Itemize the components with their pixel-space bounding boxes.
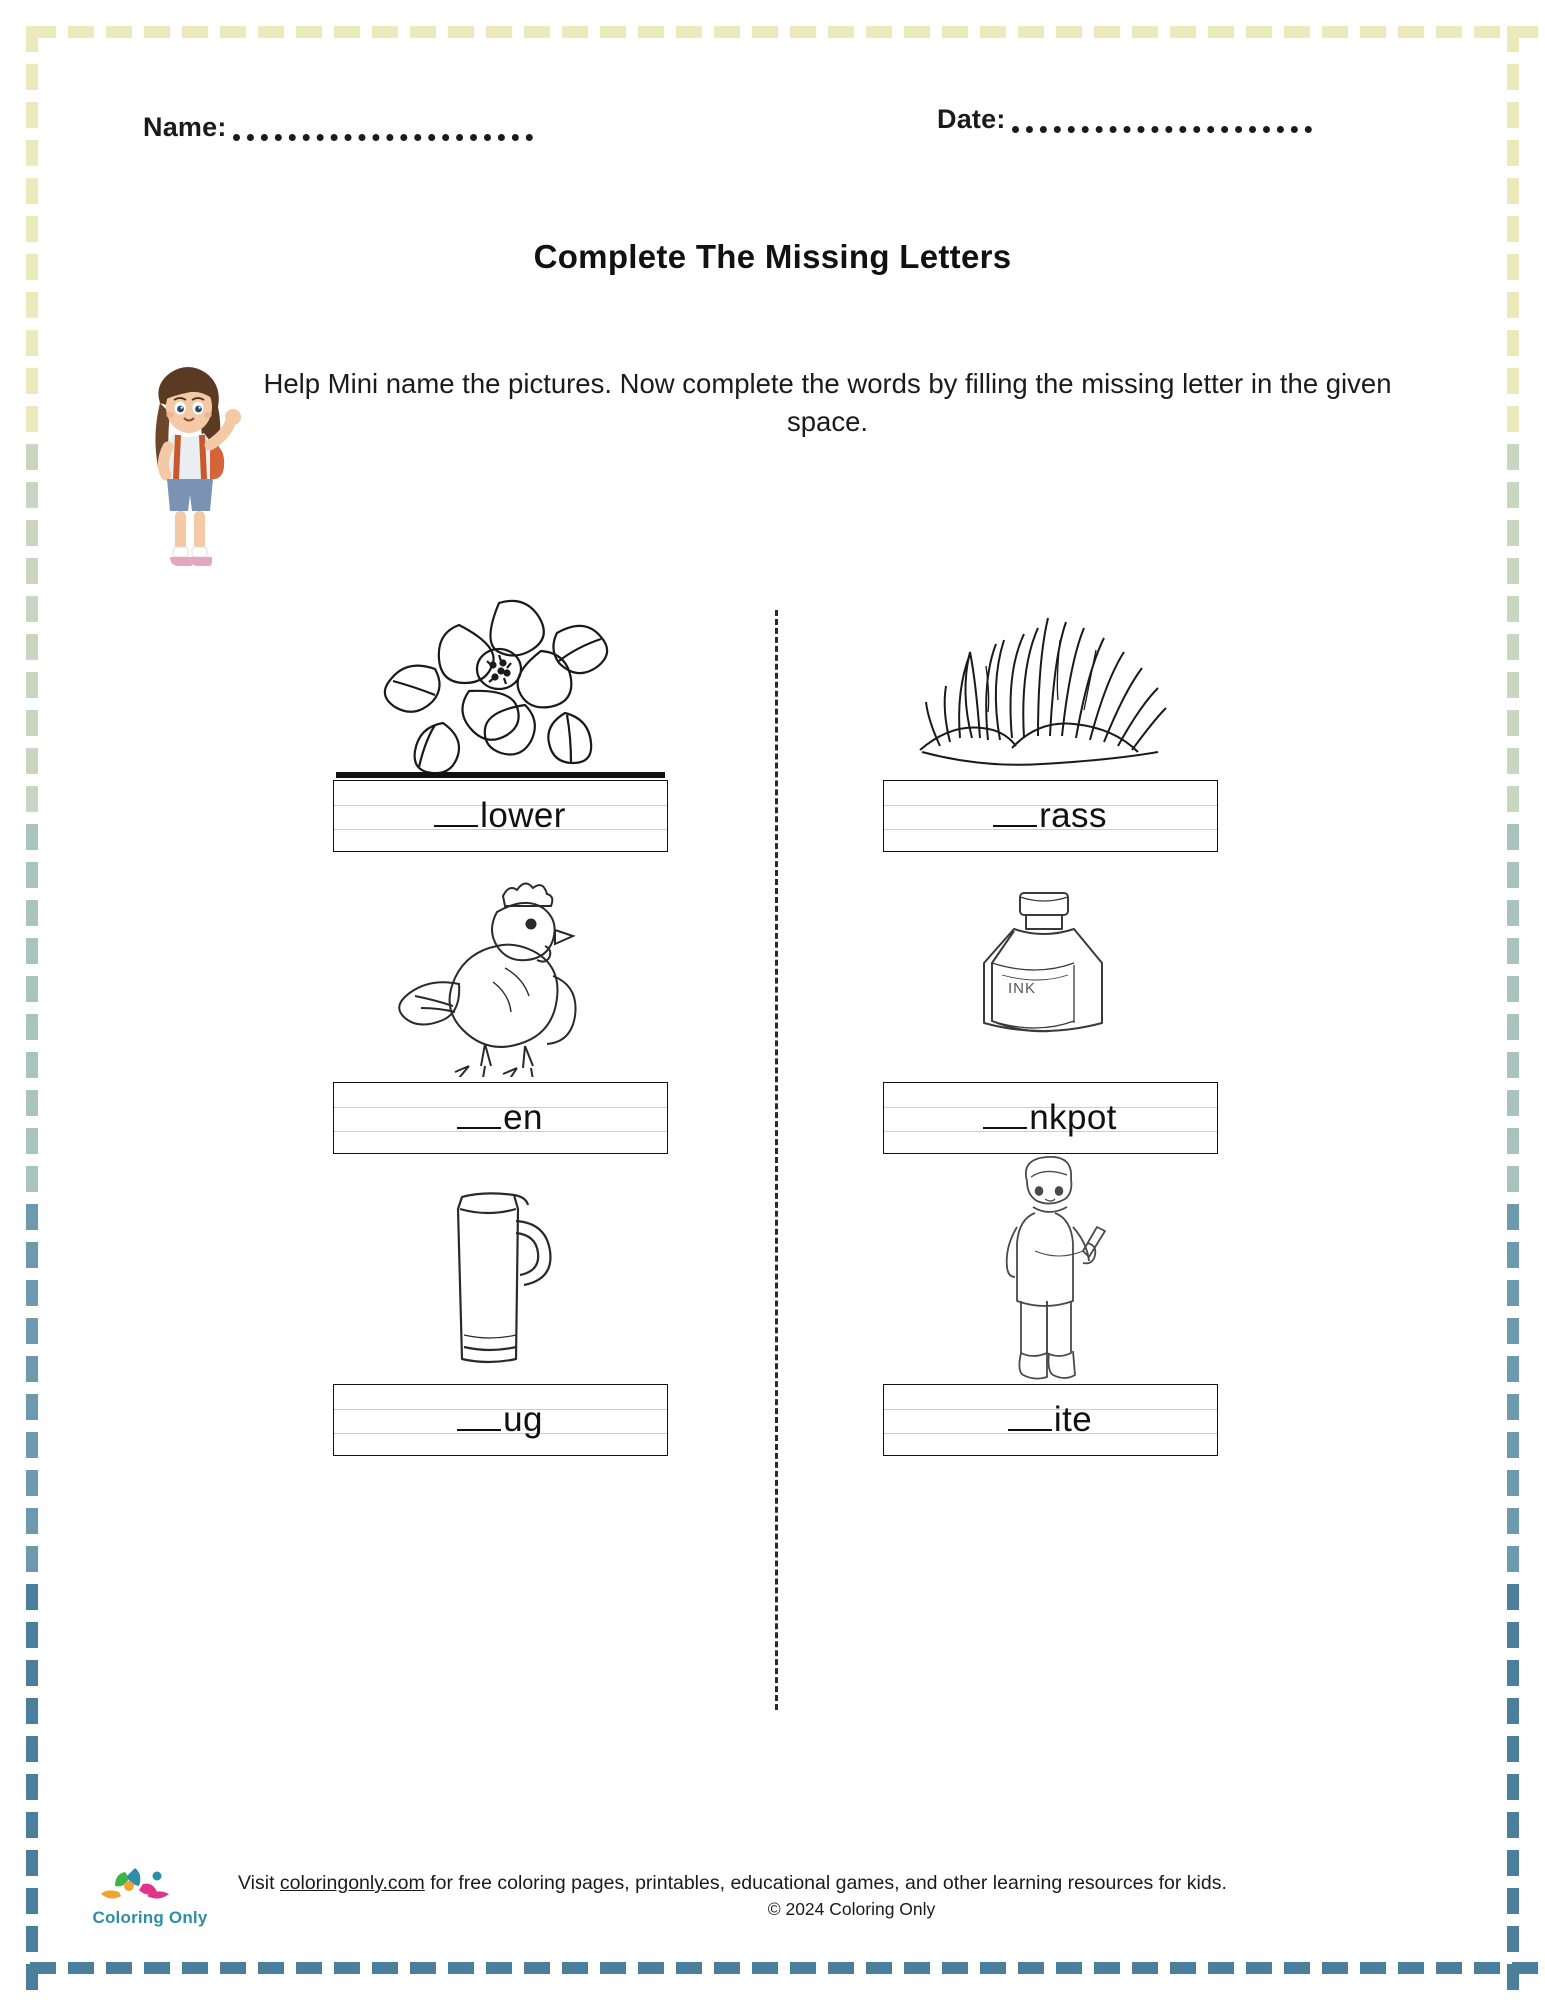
border-dash <box>866 1962 892 1974</box>
border-dash <box>1507 330 1519 356</box>
border-dash <box>1507 1926 1519 1952</box>
border-dash <box>26 520 38 546</box>
border-dash <box>562 26 588 38</box>
border-dash <box>26 1812 38 1838</box>
border-dash <box>562 1962 588 1974</box>
border-dash <box>26 558 38 584</box>
border-dash <box>904 1962 930 1974</box>
border-dash <box>1132 26 1158 38</box>
border-dash <box>1507 1622 1519 1648</box>
word-text <box>334 1385 667 1455</box>
border-dash <box>26 1014 38 1040</box>
border-dash <box>26 26 38 52</box>
border-dash <box>1507 444 1519 470</box>
footer-credit <box>238 1862 1465 1922</box>
word-remainder: en <box>503 1098 543 1137</box>
border-dash <box>600 26 626 38</box>
border-dash <box>26 1356 38 1382</box>
coloringonly-link[interactable]: coloringonly.com <box>279 1872 425 1894</box>
border-dash <box>1507 1128 1519 1154</box>
logo-mark-icon <box>80 1862 220 1906</box>
exercise-item <box>800 570 1300 852</box>
border-dash <box>296 26 322 38</box>
border-dash <box>1507 1470 1519 1496</box>
border-dash <box>1322 26 1348 38</box>
border-dash <box>26 862 38 888</box>
border-dash <box>26 444 38 470</box>
border-dash <box>26 1698 38 1724</box>
border-dash <box>26 938 38 964</box>
decorative-border-bottom <box>30 1962 1515 1974</box>
border-dash <box>1474 26 1500 38</box>
border-dash <box>1507 292 1519 318</box>
border-dash <box>106 26 132 38</box>
border-dash <box>1094 1962 1120 1974</box>
copyright-text: © 2024 Coloring Only <box>767 1899 936 1920</box>
border-dash <box>26 1926 38 1952</box>
border-dash <box>1056 26 1082 38</box>
border-dash <box>1507 862 1519 888</box>
border-dash <box>1507 1850 1519 1876</box>
border-dash <box>1360 26 1386 38</box>
border-dash <box>26 1964 38 1990</box>
word-box[interactable] <box>883 780 1218 852</box>
border-dash <box>1507 1318 1519 1344</box>
border-dash <box>1398 26 1424 38</box>
border-dash <box>182 26 208 38</box>
border-dash <box>258 26 284 38</box>
border-dash <box>524 1962 550 1974</box>
border-dash <box>1170 26 1196 38</box>
border-dash <box>26 1204 38 1230</box>
hen-picture <box>250 872 750 1077</box>
border-dash <box>26 824 38 850</box>
border-dash <box>1507 1356 1519 1382</box>
border-dash <box>752 1962 778 1974</box>
border-dash <box>524 26 550 38</box>
border-dash <box>1436 26 1462 38</box>
border-dash <box>1507 520 1519 546</box>
word-remainder: lower <box>480 796 566 835</box>
border-dash <box>26 1584 38 1610</box>
border-dash <box>980 26 1006 38</box>
svg-text:INK: INK <box>1008 979 1037 997</box>
border-dash <box>1507 1204 1519 1230</box>
border-dash <box>942 1962 968 1974</box>
border-dash <box>486 26 512 38</box>
word-box[interactable] <box>883 1384 1218 1456</box>
border-dash <box>1018 26 1044 38</box>
border-dash <box>1507 1964 1519 1990</box>
word-text <box>334 781 667 851</box>
border-dash <box>1284 1962 1310 1974</box>
border-dash <box>26 1660 38 1686</box>
border-dash <box>220 1962 246 1974</box>
border-dash <box>638 1962 664 1974</box>
border-dash <box>144 1962 170 1974</box>
border-dash <box>1507 1432 1519 1458</box>
border-dash <box>676 26 702 38</box>
border-dash <box>1170 1962 1196 1974</box>
border-dash <box>26 178 38 204</box>
jug-picture <box>250 1174 750 1379</box>
border-dash <box>486 1962 512 1974</box>
word-text <box>884 1083 1217 1153</box>
word-box[interactable] <box>883 1082 1218 1154</box>
border-dash <box>1507 178 1519 204</box>
border-dash <box>26 292 38 318</box>
border-dash <box>26 406 38 432</box>
logo-text: Coloring Only <box>92 1908 208 1927</box>
border-dash <box>26 1546 38 1572</box>
border-dash <box>26 1394 38 1420</box>
border-dash <box>26 596 38 622</box>
decorative-border-right <box>1507 26 1519 1974</box>
border-dash <box>1094 26 1120 38</box>
word-text <box>884 781 1217 851</box>
border-dash <box>1507 1736 1519 1762</box>
instructions-block <box>130 355 1425 580</box>
border-dash <box>1507 1394 1519 1420</box>
border-dash <box>410 1962 436 1974</box>
hibiscus-flower-picture <box>250 570 750 775</box>
mini-mascot-icon <box>130 355 250 580</box>
border-dash <box>828 26 854 38</box>
border-dash <box>1507 1242 1519 1268</box>
border-dash <box>26 900 38 926</box>
border-dash <box>1018 1962 1044 1974</box>
border-dash <box>26 786 38 812</box>
border-dash <box>1507 1812 1519 1838</box>
border-dash <box>1360 1962 1386 1974</box>
border-dash <box>26 748 38 774</box>
word-box[interactable] <box>333 780 668 852</box>
border-dash <box>790 26 816 38</box>
footer <box>80 1862 1465 1928</box>
border-dash <box>258 1962 284 1974</box>
border-dash <box>752 26 778 38</box>
border-dash <box>1507 64 1519 90</box>
border-dash <box>1507 786 1519 812</box>
word-text <box>334 1083 667 1153</box>
border-dash <box>1208 1962 1234 1974</box>
border-dash <box>1507 634 1519 660</box>
border-dash <box>600 1962 626 1974</box>
word-remainder: nkpot <box>1029 1098 1117 1137</box>
name-label: Name: <box>143 112 227 142</box>
border-dash <box>866 26 892 38</box>
border-dash <box>1507 482 1519 508</box>
kite-boy-picture <box>800 1174 1300 1379</box>
border-dash <box>1056 1962 1082 1974</box>
border-dash <box>26 1280 38 1306</box>
border-dash <box>1322 1962 1348 1974</box>
date-field[interactable] <box>937 104 1312 135</box>
word-text <box>884 1385 1217 1455</box>
decorative-border-top <box>30 26 1515 38</box>
border-dash <box>676 1962 702 1974</box>
column-divider <box>775 610 778 1710</box>
word-remainder: ite <box>1053 1400 1093 1439</box>
border-dash <box>1507 672 1519 698</box>
border-dash <box>26 1888 38 1914</box>
missing-letter-blank[interactable] <box>434 825 478 827</box>
border-dash <box>1507 976 1519 1002</box>
border-dash <box>26 710 38 736</box>
missing-letter-blank[interactable] <box>457 1127 501 1129</box>
border-dash <box>1507 1546 1519 1572</box>
border-dash <box>372 26 398 38</box>
exercise-item <box>800 1174 1300 1456</box>
border-dash <box>26 1622 38 1648</box>
border-dash <box>296 1962 322 1974</box>
inkpot-picture <box>800 872 1300 1077</box>
border-dash <box>26 64 38 90</box>
border-dash <box>26 1508 38 1534</box>
missing-letter-blank[interactable] <box>457 1429 501 1431</box>
border-dash <box>26 1774 38 1800</box>
border-dash <box>714 1962 740 1974</box>
border-dash <box>1507 710 1519 736</box>
word-remainder: ug <box>503 1400 543 1439</box>
exercise-column-right <box>800 570 1300 1476</box>
exercise-item <box>250 1174 750 1456</box>
border-dash <box>1507 1698 1519 1724</box>
border-dash <box>1507 1052 1519 1078</box>
border-dash <box>1507 26 1519 52</box>
date-write-line[interactable] <box>1012 113 1312 133</box>
border-dash <box>1507 1888 1519 1914</box>
border-dash <box>220 26 246 38</box>
border-dash <box>26 976 38 1002</box>
border-dash <box>26 1736 38 1762</box>
border-dash <box>26 1052 38 1078</box>
border-dash <box>26 1128 38 1154</box>
name-field[interactable] <box>143 112 533 143</box>
border-dash <box>334 26 360 38</box>
border-dash <box>410 26 436 38</box>
border-dash <box>1132 1962 1158 1974</box>
border-dash <box>26 672 38 698</box>
name-date-row <box>0 104 1545 160</box>
border-dash <box>1507 406 1519 432</box>
footer-visit-prefix: Visit <box>238 1872 280 1894</box>
name-write-line[interactable] <box>233 121 533 141</box>
border-dash <box>68 26 94 38</box>
border-dash <box>1246 1962 1272 1974</box>
border-dash <box>714 26 740 38</box>
border-dash <box>1507 1660 1519 1686</box>
border-dash <box>68 1962 94 1974</box>
border-dash <box>26 1318 38 1344</box>
border-dash <box>1507 596 1519 622</box>
border-dash <box>1507 938 1519 964</box>
border-dash <box>26 634 38 660</box>
border-dash <box>106 1962 132 1974</box>
border-dash <box>1246 26 1272 38</box>
word-box[interactable] <box>333 1384 668 1456</box>
missing-letter-blank[interactable] <box>1008 1429 1052 1431</box>
border-dash <box>1507 1280 1519 1306</box>
border-dash <box>1208 26 1234 38</box>
exercise-item <box>250 872 750 1154</box>
border-dash <box>448 26 474 38</box>
border-dash <box>26 1850 38 1876</box>
border-dash <box>1507 558 1519 584</box>
border-dash <box>904 26 930 38</box>
border-dash <box>26 1470 38 1496</box>
border-dash <box>1507 1166 1519 1192</box>
border-dash <box>372 1962 398 1974</box>
border-dash <box>1474 1962 1500 1974</box>
page-title: Complete The Missing Letters <box>533 238 1012 275</box>
border-dash <box>980 1962 1006 1974</box>
border-dash <box>334 1962 360 1974</box>
border-dash <box>26 1432 38 1458</box>
border-dash <box>1507 900 1519 926</box>
border-dash <box>1507 1014 1519 1040</box>
grass-picture <box>800 570 1300 775</box>
border-dash <box>26 1166 38 1192</box>
border-dash <box>1507 1508 1519 1534</box>
border-dash <box>1507 748 1519 774</box>
border-dash <box>26 482 38 508</box>
border-dash <box>1507 1584 1519 1610</box>
word-box[interactable] <box>333 1082 668 1154</box>
missing-letter-blank[interactable] <box>983 1127 1027 1129</box>
border-dash <box>26 1090 38 1116</box>
border-dash <box>26 330 38 356</box>
exercise-item <box>800 872 1300 1154</box>
border-dash <box>144 26 170 38</box>
coloring-only-logo[interactable] <box>80 1862 220 1928</box>
exercise-grid <box>250 570 1300 1730</box>
date-label: Date: <box>937 104 1006 134</box>
border-dash <box>26 1242 38 1268</box>
border-dash <box>1507 1090 1519 1116</box>
border-dash <box>448 1962 474 1974</box>
border-dash <box>1398 1962 1424 1974</box>
border-dash <box>1507 824 1519 850</box>
missing-letter-blank[interactable] <box>993 825 1037 827</box>
exercise-item <box>250 570 750 852</box>
border-dash <box>1436 1962 1462 1974</box>
word-remainder: rass <box>1039 796 1107 835</box>
footer-visit-suffix: for free coloring pages, printables, educational games, and other learning resources for kids. <box>424 1872 1227 1894</box>
border-dash <box>1507 1774 1519 1800</box>
border-dash <box>790 1962 816 1974</box>
border-dash <box>1284 26 1310 38</box>
border-dash <box>942 26 968 38</box>
instructions-text: Help Mini name the pictures. Now complete the words by filling the missing letter in the given space. <box>263 368 1392 437</box>
border-dash <box>26 368 38 394</box>
border-dash <box>182 1962 208 1974</box>
exercise-column-left <box>250 570 750 1476</box>
decorative-border-left <box>26 26 38 1974</box>
border-dash <box>638 26 664 38</box>
border-dash <box>1507 368 1519 394</box>
border-dash <box>828 1962 854 1974</box>
